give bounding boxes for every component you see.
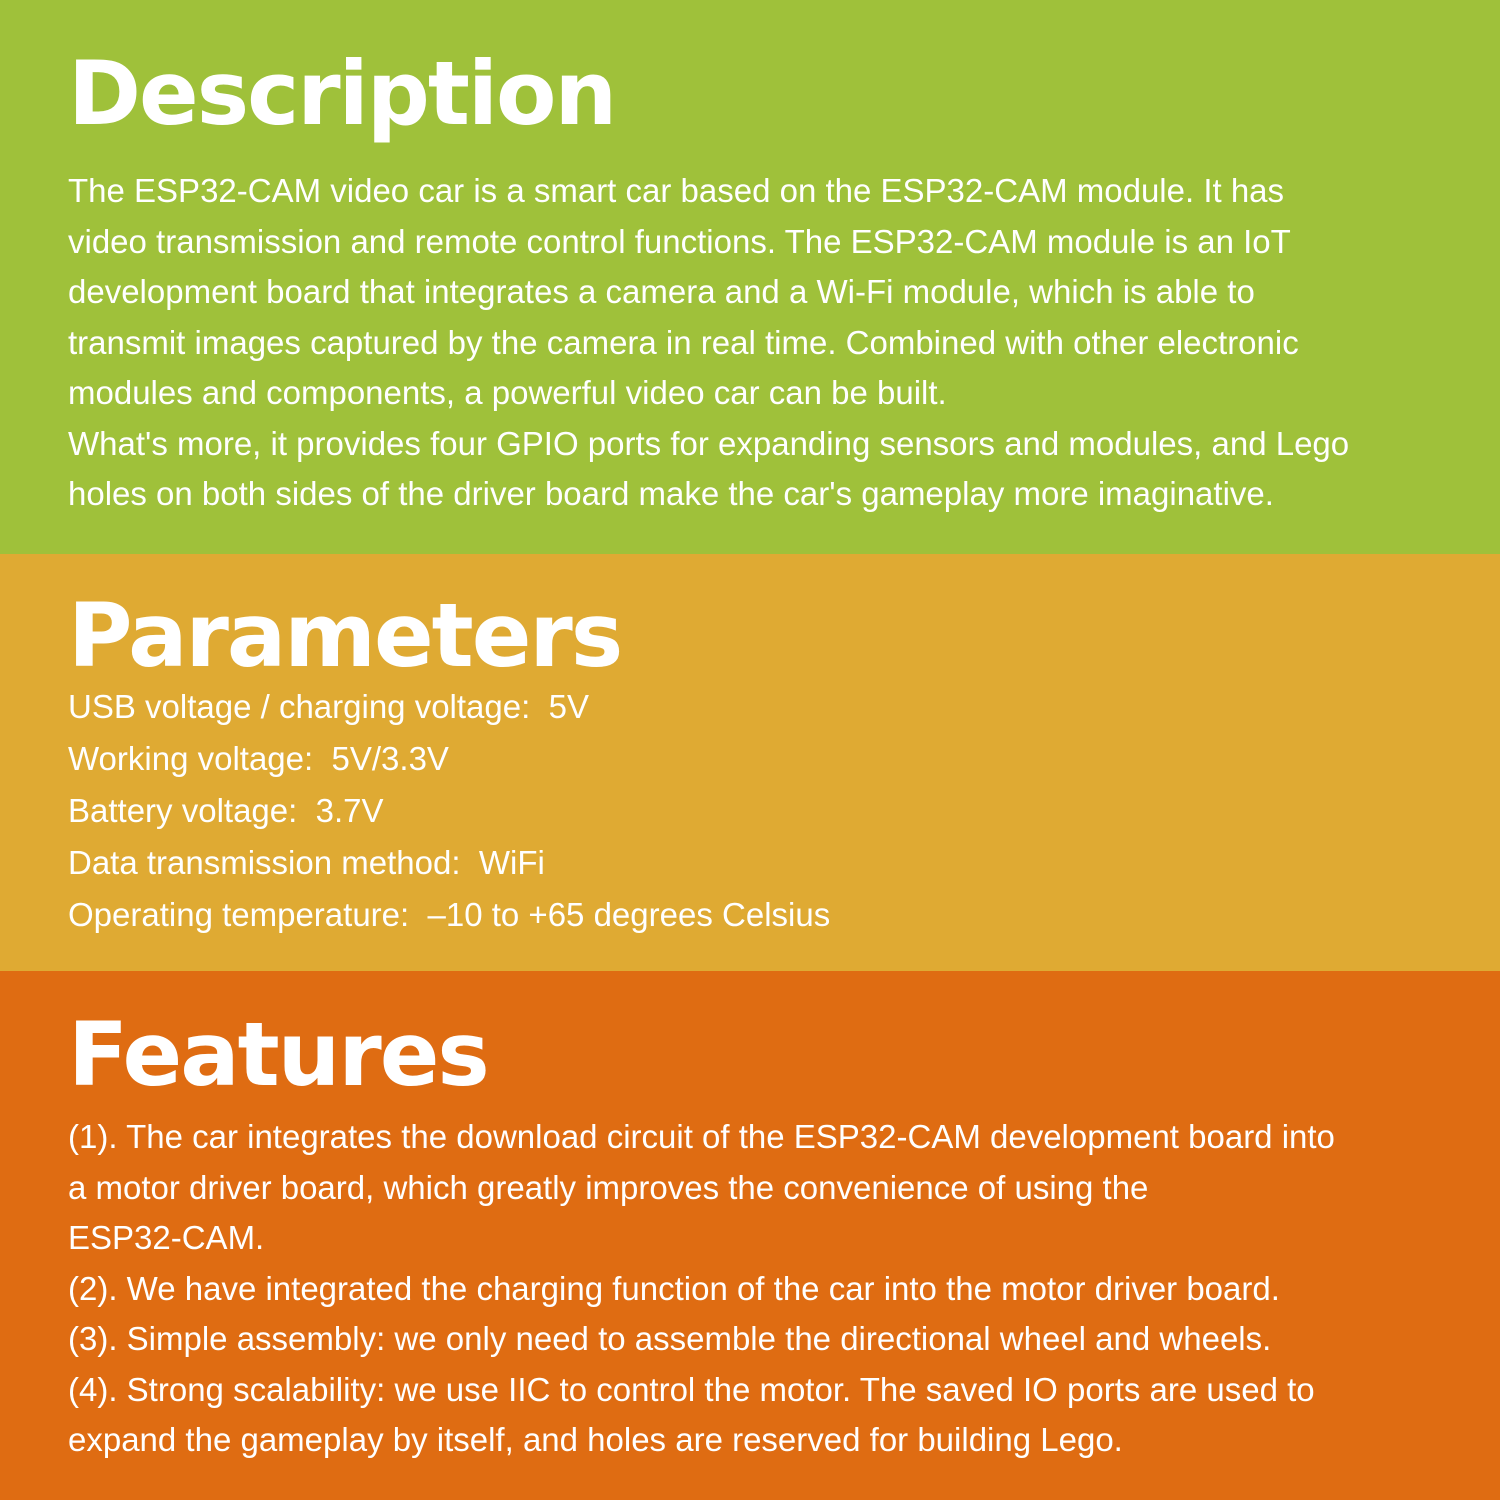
description-line: modules and components, a powerful video car can be built. — [68, 374, 947, 411]
parameters-list — [68, 681, 1480, 941]
description-line: transmit images captured by the camera in real time. Combined with other electronic — [68, 323, 1299, 361]
parameter-working-voltage: Working voltage: 5V/3.3V — [68, 740, 449, 777]
description-body — [68, 166, 1480, 520]
parameter-usb-voltage: USB voltage / charging voltage: 5V — [68, 688, 589, 725]
parameter-operating-temperature: Operating temperature: –10 to +65 degrees Celsius — [68, 896, 831, 933]
feature-line: (4). Strong scalability: we use IIC to control the motor. The saved IO ports are used to — [68, 1370, 1315, 1408]
feature-line: (2). We have integrated the charging function of the car into the motor driver board. — [68, 1269, 1280, 1307]
parameter-data-transmission: Data transmission method: WiFi — [68, 844, 545, 881]
description-section — [0, 0, 1500, 554]
description-line: What's more, it provides four GPIO ports for expanding sensors and modules, and Lego — [68, 424, 1350, 462]
description-line: video transmission and remote control functions. The ESP32-CAM module is an IoT — [68, 222, 1291, 260]
description-line: holes on both sides of the driver board make the car's gameplay more imaginative. — [68, 475, 1274, 512]
parameters-heading: Parameters — [68, 584, 622, 687]
feature-line: ESP32-CAM. — [68, 1219, 265, 1256]
parameters-section — [0, 554, 1500, 971]
feature-line: a motor driver board, which greatly improves the convenience of using the — [68, 1168, 1149, 1206]
description-heading: Description — [68, 42, 616, 145]
parameter-battery-voltage: Battery voltage: 3.7V — [68, 792, 384, 829]
description-line: The ESP32-CAM video car is a smart car based on the ESP32-CAM module. It has — [68, 172, 1285, 209]
features-heading: Features — [68, 1003, 488, 1106]
description-line: development board that integrates a camera and a Wi-Fi module, which is able to — [68, 273, 1255, 310]
features-section — [0, 971, 1500, 1500]
feature-line: expand the gameplay by itself, and holes are reserved for building Lego. — [68, 1421, 1123, 1458]
feature-line: (1). The car integrates the download circuit of the ESP32-CAM development board into — [68, 1118, 1335, 1155]
feature-line: (3). Simple assembly: we only need to assemble the directional wheel and wheels. — [68, 1320, 1272, 1357]
features-body — [68, 1112, 1460, 1466]
